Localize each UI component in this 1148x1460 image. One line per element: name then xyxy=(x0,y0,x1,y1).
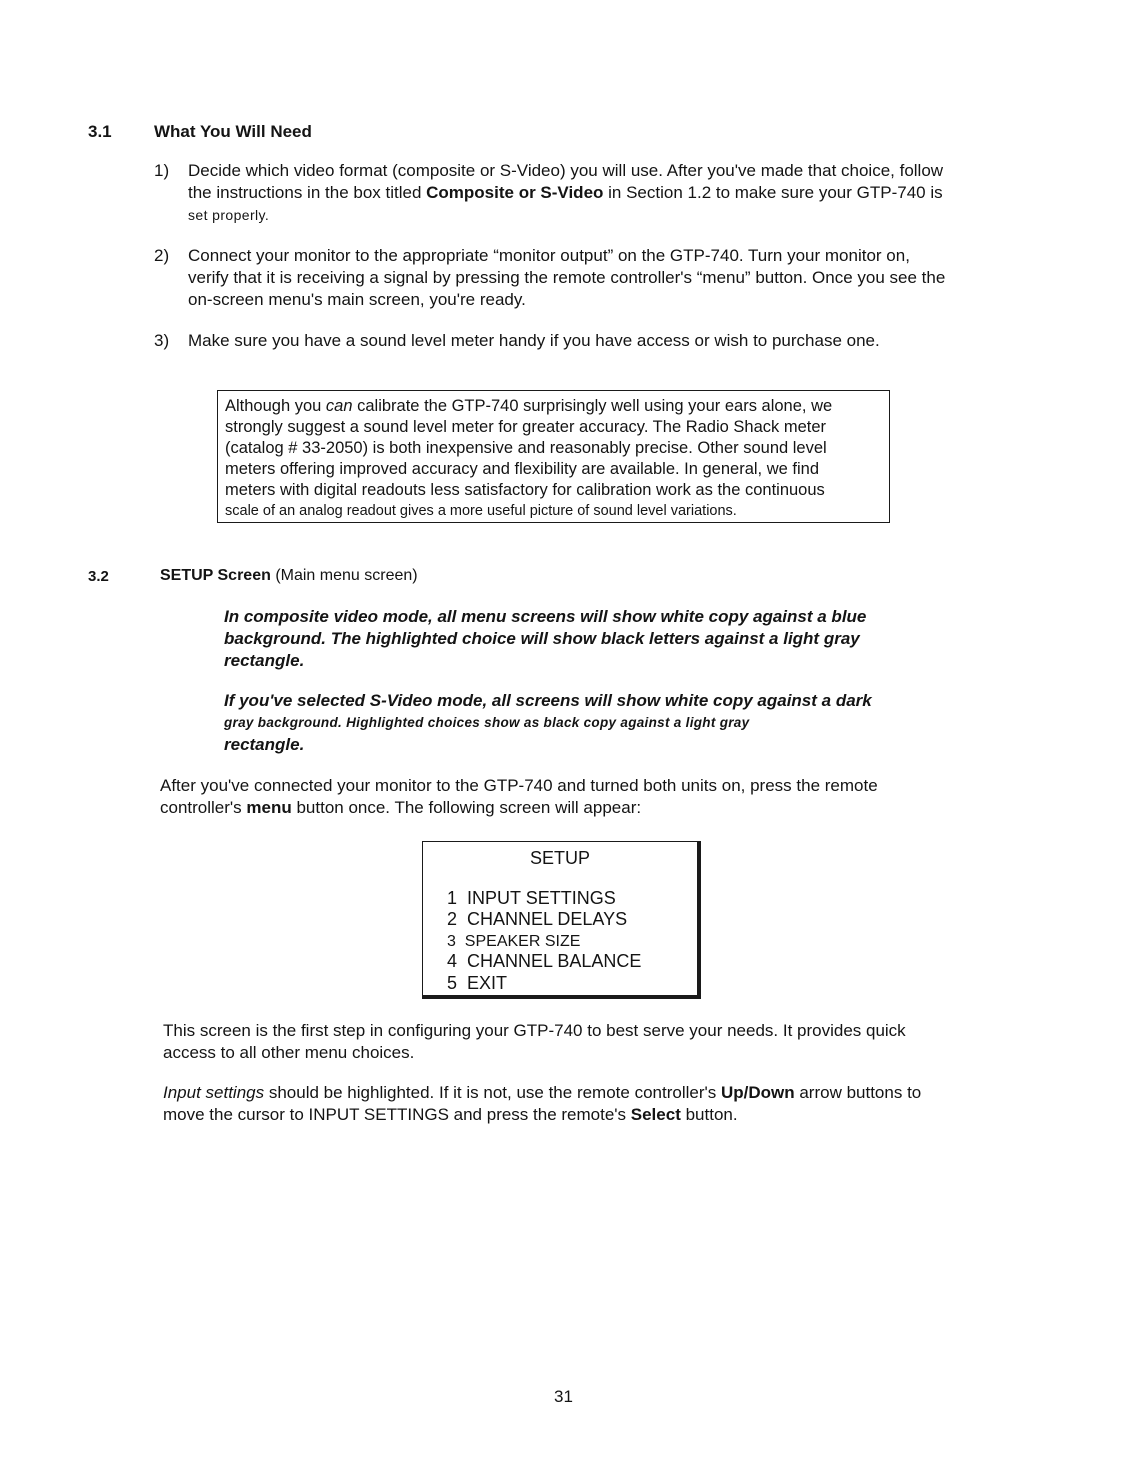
composite-mode-note xyxy=(224,606,924,672)
note-line3: (catalog # 33-2050) is both inexpensive and reasonably precise. Other sound level xyxy=(225,439,827,457)
note-line6: scale of an analog readout gives a more useful picture of sound level variations. xyxy=(225,503,737,519)
composite-note-line3: rectangle. xyxy=(224,651,305,670)
section-number-3-1: 3.1 xyxy=(88,122,112,141)
list-item-2 xyxy=(188,245,1088,311)
list-item-1-line1: Decide which video format (composite or S-Video) you will use. After you've made that choice, follow xyxy=(188,161,944,180)
intro-line2: controller's menu button once. The following screen will appear: xyxy=(160,798,642,817)
menu-description-line1: This screen is the first step in configuring your GTP-740 to best serve your needs. It provides quick xyxy=(163,1021,906,1040)
intro-paragraph xyxy=(160,775,1060,819)
list-item-2-line1: Connect your monitor to the appropriate “monitor output” on the GTP-740. Turn your monitor on, xyxy=(188,246,910,265)
list-item-1-line3: set properly. xyxy=(188,207,270,223)
page-number: 31 xyxy=(554,1387,573,1406)
section-title-3-1: What You Will Need xyxy=(154,122,312,141)
list-item-number: 1) xyxy=(154,161,170,180)
box-title-reference: Composite or S-Video xyxy=(426,183,604,202)
input-settings-line2: move the cursor to INPUT SETTINGS and press the remote's Select button. xyxy=(163,1105,738,1124)
note-line5: meters with digital readouts less satisfactory for calibration work as the continuous xyxy=(225,481,825,499)
svideo-note-line3: rectangle. xyxy=(224,735,305,754)
note-line1: Although you can calibrate the GTP-740 surprisingly well using your ears alone, we xyxy=(225,397,833,415)
setup-menu-box xyxy=(422,841,701,999)
select-button-reference: Select xyxy=(630,1105,681,1124)
input-settings-line1: Input settings should be highlighted. If it is not, use the remote controller's Up/Down arrow buttons to xyxy=(163,1083,922,1102)
section-number-3-2: 3.2 xyxy=(88,568,109,585)
section-title-3-2: SETUP Screen (Main menu screen) xyxy=(160,567,418,584)
list-item-1-line2: the instructions in the box titled Composite or S-Video in Section 1.2 to make sure your GTP-740 is xyxy=(188,183,943,202)
list-item-3-line1: Make sure you have a sound level meter handy if you have access or wish to purchase one. xyxy=(188,331,880,350)
svideo-note-line2: gray background. Highlighted choices show as black copy against a light gray xyxy=(224,715,750,730)
list-item-2-line2: verify that it is receiving a signal by pressing the remote controller's “menu” button. Once you see the xyxy=(188,268,946,287)
setup-menu-title: SETUP xyxy=(529,848,590,868)
menu-item-input-settings: 1 INPUT SETTINGS xyxy=(447,888,616,908)
note-line2: strongly suggest a sound level meter for greater accuracy. The Radio Shack meter xyxy=(225,418,827,436)
list-item-number: 2) xyxy=(154,246,170,265)
note-line4: meters offering improved accuracy and flexibility are available. In general, we find xyxy=(225,460,819,478)
menu-item-channel-balance: 4 CHANNEL BALANCE xyxy=(447,951,642,971)
composite-note-line1: In composite video mode, all menu screens will show white copy against a blue xyxy=(224,607,867,626)
list-item-3 xyxy=(188,330,1088,352)
menu-description-line2: access to all other menu choices. xyxy=(163,1043,415,1062)
svideo-mode-note xyxy=(224,690,924,756)
composite-note-line2: background. The highlighted choice will show black letters against a light gray xyxy=(224,629,860,648)
menu-button-reference: menu xyxy=(246,798,292,817)
menu-item-exit: 5 EXIT xyxy=(447,973,508,993)
note-box xyxy=(217,390,890,523)
intro-line1: After you've connected your monitor to the GTP-740 and turned both units on, press the remote xyxy=(160,776,878,795)
input-settings-paragraph xyxy=(163,1082,1063,1126)
list-item-2-line3: on-screen menu's main screen, you're ready. xyxy=(188,290,526,309)
menu-item-channel-delays: 2 CHANNEL DELAYS xyxy=(447,909,628,929)
menu-description-paragraph xyxy=(163,1020,1063,1064)
svideo-note-line1: If you've selected S-Video mode, all screens will show white copy against a dark xyxy=(224,691,872,710)
list-item-number: 3) xyxy=(154,331,170,350)
list-item-1 xyxy=(188,160,1088,226)
menu-item-speaker-size: 3 SPEAKER SIZE xyxy=(447,933,581,950)
up-down-reference: Up/Down xyxy=(720,1083,795,1102)
